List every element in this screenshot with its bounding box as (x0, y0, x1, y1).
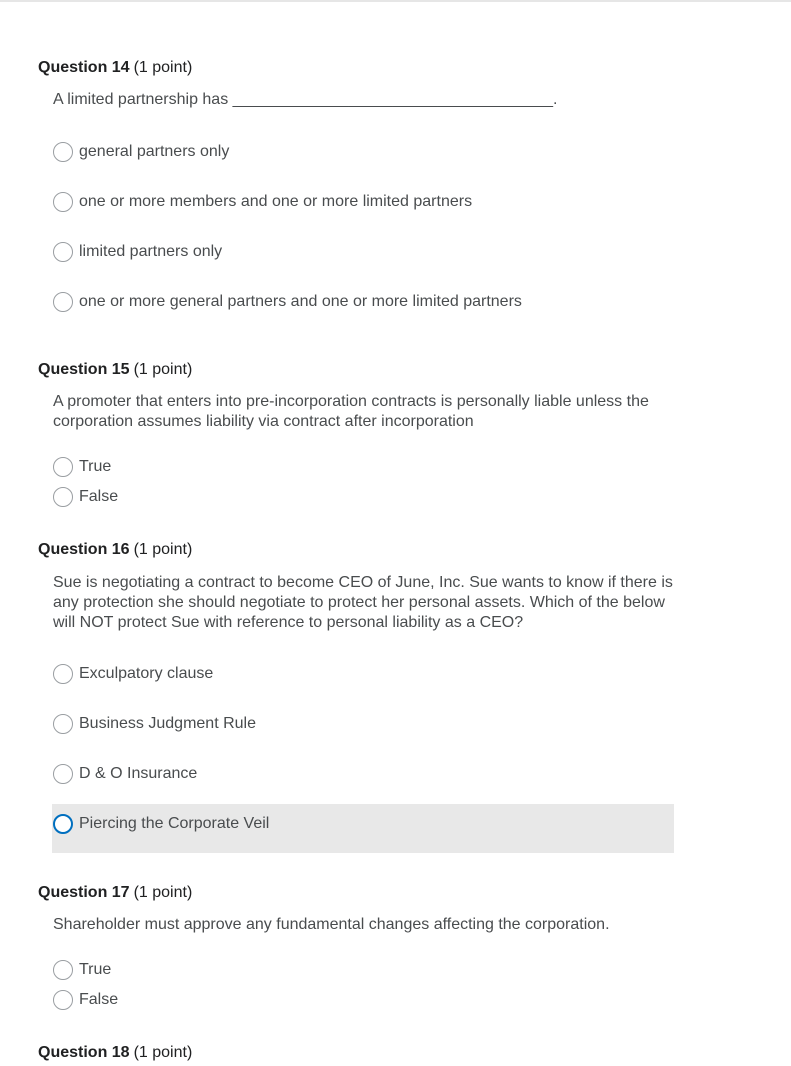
radio-button[interactable] (53, 960, 73, 980)
radio-button[interactable] (53, 242, 73, 262)
radio-button[interactable] (53, 487, 73, 507)
option-label: Business Judgment Rule (79, 715, 256, 732)
q14-option-2[interactable] (53, 190, 472, 214)
option-label: general partners only (79, 143, 230, 160)
q14-option-1[interactable] (53, 140, 229, 164)
option-label: one or more members and one or more limited partners (79, 193, 473, 210)
q16-option-2[interactable] (53, 712, 256, 736)
option-label: D & O Insurance (79, 765, 198, 782)
option-label: limited partners only (79, 243, 223, 260)
question-16-title: Question 16 (1 point) (38, 541, 193, 558)
q14-option-4[interactable] (53, 290, 522, 314)
question-14-title: Question 14 (1 point) (38, 59, 193, 76)
q14-option-3[interactable] (53, 240, 222, 264)
option-label: False (79, 991, 119, 1008)
option-label: True (79, 961, 112, 978)
q17-option-false[interactable] (53, 988, 118, 1012)
top-divider (0, 0, 791, 2)
q15-option-true[interactable] (53, 455, 111, 479)
radio-button[interactable] (53, 192, 73, 212)
option-label: True (79, 458, 112, 475)
question-17-text: Shareholder must approve any fundamental changes affecting the corporation. (53, 916, 610, 933)
option-label: Exculpatory clause (79, 665, 214, 682)
radio-button[interactable] (53, 457, 73, 477)
q16-option-4[interactable] (53, 812, 269, 836)
radio-button[interactable] (53, 764, 73, 784)
radio-button[interactable] (53, 814, 73, 834)
radio-button[interactable] (53, 292, 73, 312)
question-15-title: Question 15 (1 point) (38, 361, 193, 378)
q16-option-3[interactable] (53, 762, 197, 786)
radio-button[interactable] (53, 142, 73, 162)
option-label: Piercing the Corporate Veil (79, 815, 270, 832)
q15-option-false[interactable] (53, 485, 118, 509)
option-label: one or more general partners and one or more limited partners (79, 293, 522, 310)
radio-button[interactable] (53, 990, 73, 1010)
radio-button[interactable] (53, 714, 73, 734)
q17-option-true[interactable] (53, 958, 111, 982)
question-15-text: A promoter that enters into pre-incorporation contracts is personally liable unless the corporation assumes liability via contract after incorporation (53, 393, 649, 430)
option-label: False (79, 488, 119, 505)
radio-button[interactable] (53, 664, 73, 684)
question-16-text: Sue is negotiating a contract to become CEO of June, Inc. Sue wants to know if there is any protection she should negotiate to protect her personal assets. Which of the below will NOT protect Sue with reference to personal liability as a CEO? (53, 574, 673, 631)
question-14-text: A limited partnership has ____________________________________. (53, 91, 558, 108)
question-18-title: Question 18 (1 point) (38, 1044, 193, 1061)
question-17-title: Question 17 (1 point) (38, 884, 193, 901)
q16-option-1[interactable] (53, 662, 213, 686)
